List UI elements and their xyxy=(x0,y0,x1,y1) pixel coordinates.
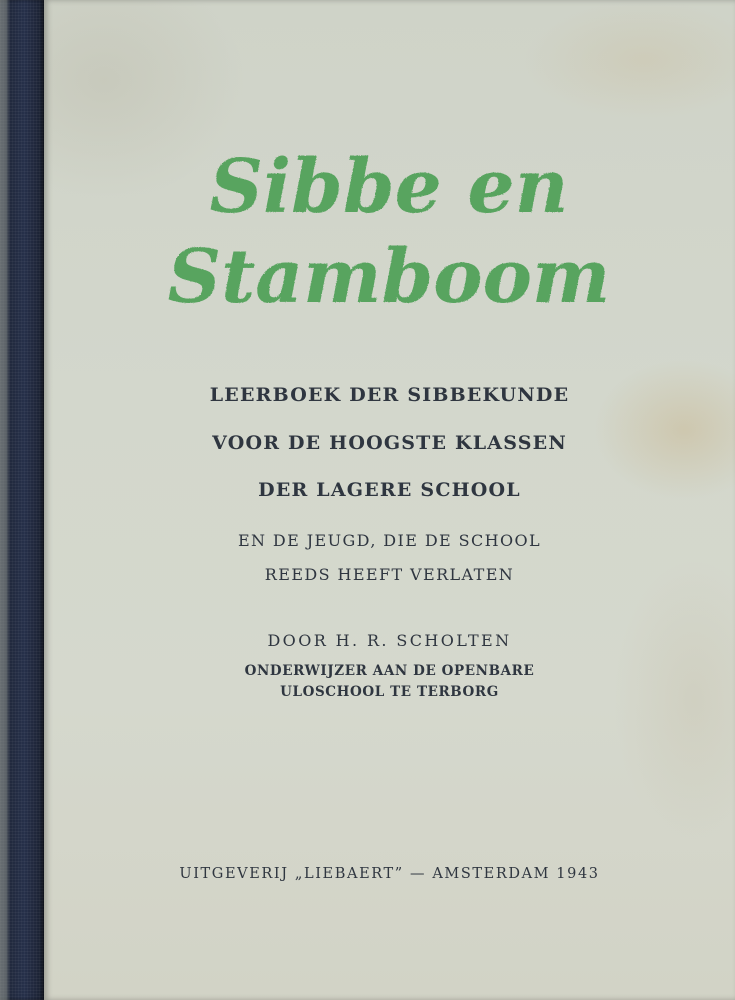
publisher-imprint: UITGEVERIJ „LIEBAERT” — AMSTERDAM 1943 xyxy=(179,866,600,882)
subtitle-line-1: LEERBOEK DER SIBBEKUNDE xyxy=(209,384,570,406)
spine-edge xyxy=(0,0,10,1000)
subtitle-line-2: VOOR DE HOOGSTE KLASSEN xyxy=(212,432,567,454)
title-line-1: Sibbe en xyxy=(209,144,569,230)
audience-line-1: EN DE JEUGD, DIE DE SCHOOL xyxy=(237,531,542,550)
author-role-line-1: ONDERWIJZER AAN DE OPENBARE xyxy=(244,663,535,679)
author-name: DOOR H. R. SCHOLTEN xyxy=(267,631,512,650)
author-role-line-2: ULOSCHOOL TE TERBORG xyxy=(280,684,499,700)
subtitle-line-3: DER LAGERE SCHOOL xyxy=(258,479,521,501)
cover-page xyxy=(44,0,735,1000)
title-line-2: Stamboom xyxy=(167,234,611,320)
audience-line-2: REEDS HEEFT VERLATEN xyxy=(264,565,515,584)
cover-title xyxy=(44,0,735,340)
